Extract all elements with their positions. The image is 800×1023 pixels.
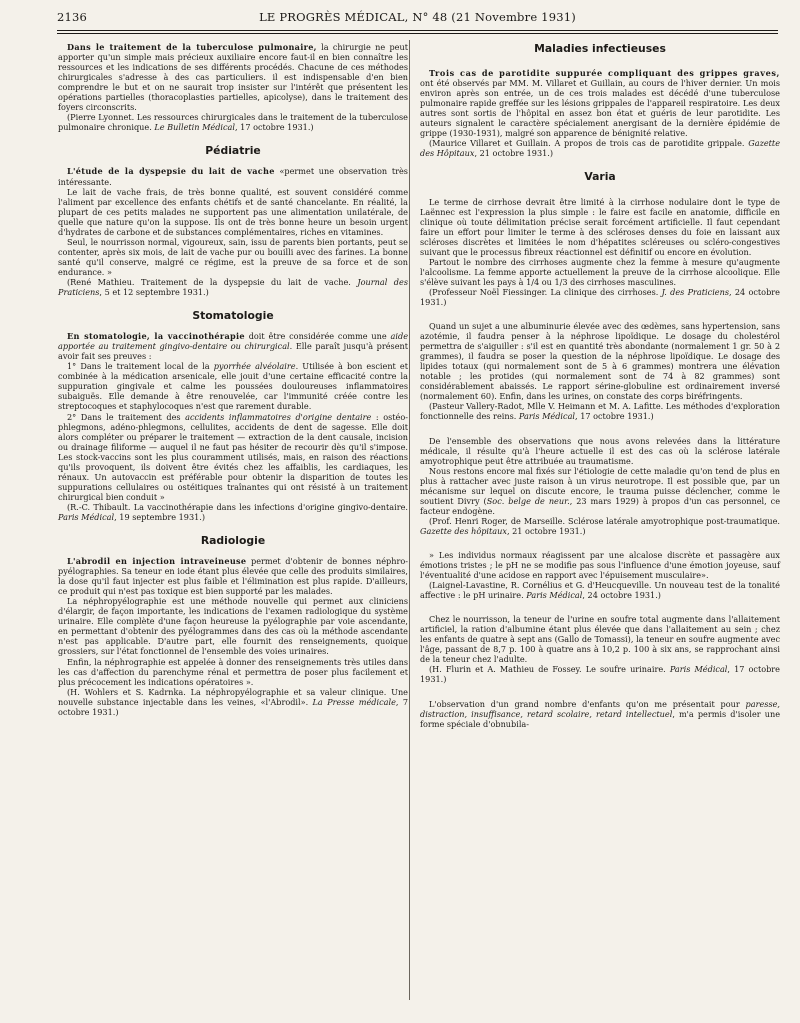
paragraph-text: , m'a permis d'isoler une forme spéciale d'obnubila-	[420, 708, 780, 729]
source-date: , 17 octobre 1931.)	[420, 664, 780, 685]
article-source	[420, 664, 780, 684]
paragraph	[420, 466, 780, 516]
paragraph: » Les individus normaux réagissent par une alcalose discrète et passagère aux émotions tristes ; le pH ne se modifie pas sous l'influence d'une émotion joyeuse, sauf l'éventualité d'une acidose en rapport avec l'épuisement musculaire».	[420, 549, 780, 581]
source-journal: Paris Médical	[58, 511, 115, 522]
source-journal: Paris Médical	[669, 664, 728, 675]
article-lead: Dans le traitement de la tuberculose pulmonaire,	[67, 42, 317, 52]
article-intro: . Elle paraît jusqu'à présent avoir fait ses preuves :	[58, 341, 409, 362]
source-date: , 17 octobre 1931.)	[575, 411, 654, 422]
paragraph-italic: Soc. belge de neur.	[486, 495, 570, 506]
paragraph: Le terme de cirrhose devrait être limité à la cirrhose nodulaire dont le type de Laënnec est l'expression la plus simple : le faire est facile en anatomie, difficile en clinique où toute délimitation précise serait forcément artificielle. Il faut cependant faire un effort pour limiter le terme à des scléroses denses du foie en laissant aux scléroses discrètes et limitées le nom d'hépatites scléreuses ou scléro-congestives suivant que le processus fibreux réactionnel est définitif ou encore en évolution.	[420, 196, 780, 257]
source-journal: Le Bulletin Médical	[154, 122, 235, 133]
right-column	[420, 44, 780, 729]
paragraph: Seul, le nourrisson normal, vigoureux, sain, issu de parents bien portants, peut se contenter, après six mois, de lait de vache pur ou bouilli avec des farines. La bonne santé qu'il conserve, malgré ce régime, est la preuve de sa force et de son endurance. »	[58, 236, 408, 277]
source-date: , 21 octobre 1931.)	[506, 525, 586, 536]
paragraph: La néphropyélographie est une méthode nouvelle qui permet aux cliniciens d'élargir, de façon importante, les indications de l'examen radiologique du système urinaire. Elle complète d'une façon heureuse la pyélographie par voie ascendante, en permettant d'obtenir des pyélogrammes dans des cas où la méthode ascendante n'est pas applicable. D'autre part, elle fournit des renseignements, quoique grossiers, sur l'état fonctionnel de l'ensemble des voies urinaires.	[58, 596, 408, 657]
column-divider	[409, 40, 410, 1000]
section-heading-maladies-infectieuses: Maladies infectieuses	[534, 42, 666, 55]
source-journal: La Presse médicale	[312, 696, 396, 707]
paragraph	[58, 361, 408, 411]
source-text: (Maurice Villaret et Guillain. A propos de trois cas de parotidite grippale.	[429, 138, 749, 149]
section-heading-pediatrie: Pédiatrie	[205, 144, 261, 158]
article-lead: L'abrodil en injection intraveineuse	[67, 556, 247, 567]
article-body: ont été observés par MM. M. Villaret et Guillain, au cours de l'hiver dernier. Un mois environ après son entrée, un de ces trois malades est décédé d'une tuberculose pulmonaire rapide greffée sur les lésions grippales de l'appareil respiratoire. Les deux autres sont sortis de l'hôpital en assez bon état et guéris de leur parotidite. Les auteurs signalent le caractère spécialement anergisant de la dernière épidémie de grippe (1930-1931), malgré son apparence de bénignité relative.	[420, 78, 780, 139]
article-source	[420, 138, 780, 158]
paragraph: Quand un sujet a une albuminurie élevée avec des œdèmes, sans hypertension, sans azotémie, il faudra penser à la néphrose lipoïdique. Le dosage du cholestérol permettra de s'aiguiller : s'il est en quantité très abondante (normalement 1 gr. 50 à 2 grammes), il faudra se poser la question de la néphrose lipoïdique. Le dosage des lipides totaux (qui normalement sont de 5 à 6 grammes) montrera une élévation notable ; les protides (qui normalement sont de 74 à 82 grammes) sont considérablement abaissés. Le rapport sérine-globuline est ordinairement inversé (normalement 60). Enfin, dans les urines, on constate des corps biréfringents.	[420, 321, 780, 402]
source-text: (Laignel-Lavastine, R. Cornélius et G. d'Heucqueville. Un nouveau test de la tonalité affective : le pH urinaire.	[420, 580, 780, 601]
paragraph: Le lait de vache frais, de très bonne qualité, est souvent considéré comme l'aliment par excellence des enfants chétifs et de santé chancelante. En réalité, la plupart de ces petits malades ne supportent pas une alimentation unilatérale, de quelle que nature qu'on la suppose. Ils ont de très bonne heure un besoin urgent d'hydrates de carbone et de substances complémentaires, riches en vitamines.	[58, 186, 408, 237]
paragraph: De l'ensemble des observations que nous avons relevées dans la littérature médicale, il résulte qu'à l'heure actuelle il est des cas où la sclérose latérale amyotrophique peut être attribuée au traumatisme.	[420, 435, 780, 466]
source-date: , 24 octobre 1931.)	[582, 590, 661, 601]
source-journal: Gazette des hôpitaux	[420, 525, 507, 536]
article-lead: En stomatologie, la vaccinothérapie	[67, 331, 245, 342]
article-lead: L'étude de la dyspepsie du lait de vache	[67, 166, 275, 177]
article-radiologie	[58, 556, 408, 596]
left-column	[58, 42, 408, 717]
paragraph: Chez le nourrisson, la teneur de l'urine en soufre total augmente dans l'allaitement artificiel, la ration d'albumine étant plus élevée que dans l'allaitement au sein ; chez les enfants de quatre à sept ans (Gallo de Tomassi), la teneur en soufre augmente avec l'âge, passant de 8,7 p. 100 à quatre ans à 10,2 p. 100 à six ans, se rapprochant ainsi de la teneur chez l'adulte.	[420, 614, 780, 665]
running-header	[57, 10, 778, 28]
source-text: (Pierre Lyonnet. Les ressources chirurgicales dans le traitement de la tuberculose pulmonaire chronique.	[58, 112, 408, 133]
source-journal: Journal des Praticiens	[58, 276, 408, 298]
source-text: (H. Flurin et A. Mathieu de Fossey. Le soufre urinaire.	[429, 664, 670, 675]
page-number: 2136	[57, 10, 88, 24]
paragraph: Partout le nombre des cirrhoses augmente chez la femme à mesure qu'augmente l'alcoolisme. La femme apporte actuellement la preuve de la cirrhose alcoolique. Elle s'élève suivant les pays à 1/4 ou 1/3 des cirrhoses masculines.	[420, 256, 780, 287]
article-source	[58, 687, 408, 717]
section-heading-stomatologie: Stomatologie	[192, 309, 274, 323]
source-date: , 19 septembre 1931.)	[114, 511, 206, 522]
source-text: (Pasteur Vallery-Radot, Mlle V. Heimann et M. A. Lafitte. Les méthodes d'exploration fonctionnelle des reins.	[420, 401, 780, 422]
paragraph-text: L'observation d'un grand nombre d'enfants qu'on me présentait pour	[429, 698, 746, 709]
source-date: , 7 octobre 1931.)	[58, 696, 409, 717]
source-text: (Professeur Noël Fiessinger. La clinique des cirrhoses.	[429, 286, 662, 297]
article-intro: «permet une observation très intéressante.	[58, 166, 408, 187]
source-journal: Gazette des Hôpitaux	[420, 138, 780, 159]
article-source	[58, 502, 408, 522]
paragraph-text: . Utilisée à bon escient et combinée à la médication arsenicale, elle jouit d'une certaine efficacité contre la suppuration gingivale et calme les poussées douloureuses inflammatoires subaiguës. Elle demande à être renouvelée, car l'immunité créée contre les streptocoques et staphylocoques n'est que rarement durable.	[58, 361, 408, 412]
header-rule	[57, 30, 778, 31]
article-lead: Trois cas de parotidite suppurée compliquant des grippes graves,	[429, 68, 780, 79]
source-date: , 17 octobre 1931.)	[235, 122, 314, 133]
source-text: (René Mathieu. Traitement de la dyspepsie du lait de vache.	[67, 276, 358, 287]
paragraph-text: , 23 mars 1929) à propos d'un cas personnel, ce facteur endogène.	[420, 495, 781, 516]
paragraph-text: Nous restons encore mal fixés sur l'étiologie de cette maladie qu'on tend de plus en plus à rattacher avec juste raison à un virus neurotrope. Il est possible que, par un mécanisme sur lequel on discute encore, le trauma puisse déclencher, comme le soutient Divry (	[420, 465, 780, 506]
section-heading-varia: Varia	[584, 170, 616, 184]
source-journal: Paris Médical	[526, 590, 583, 601]
source-text: (H. Wohlers et S. Kadrnka. La néphropyélographie et sa valeur clinique. Une nouvelle substance injectable dans les veines, «l'Abrodil».	[58, 686, 408, 707]
article-tuberculose	[58, 42, 408, 112]
article-source	[58, 112, 408, 132]
article-source	[420, 516, 780, 536]
article-pediatrie	[58, 166, 408, 186]
paragraph	[420, 699, 780, 729]
section-heading-radiologie: Radiologie	[200, 534, 266, 548]
source-text: (R.-C. Thibault. La vaccinothérapie dans les infections d'origine gingivo-dentaire.	[67, 501, 408, 512]
article-parotidite	[420, 68, 780, 138]
source-journal: J. des Praticiens	[661, 286, 729, 297]
article-intro: doit être considérée comme une	[244, 331, 391, 342]
article-intro-italic: aide apportée au traitement gingivo-dentaire ou chirurgical	[58, 331, 408, 352]
paragraph	[58, 412, 408, 502]
journal-title: LE PROGRÈS MÉDICAL, N° 48 (21 Novembre 1931)	[259, 10, 576, 24]
source-date: , 24 octobre 1931.)	[420, 286, 780, 307]
paragraph-text: 1° Dans le traitement local de la	[67, 361, 214, 372]
source-date: , 21 octobre 1931.)	[474, 148, 554, 159]
article-source	[420, 580, 780, 600]
article-body: la chirurgie ne peut apporter qu'un simple mais précieux auxiliaire encore faut-il en bien connaître les ressources et les indications de ses différents procédés. Chacune de ces méthodes chirurgicales s'adresse à des cas particuliers. il est indispensable d'en bien comprendre le but et on ne saurait trop insister sur l'intérêt que présentent les opérations partielles (thoracoplasties partielles, apicolyse), dans le traitement des foyers circonscrits.	[58, 42, 408, 113]
article-intro: permet d'obtenir de bonnes néphro-pyélographies. Sa teneur en iode étant plus élevée que celle des produits similaires, la dose qu'il faut injecter est plus faible et l'élimination est plus rapide. D'ailleurs, ce produit qui n'est pas toxique est bien supporté par les malades.	[58, 556, 408, 597]
source-date: , 5 et 12 septembre 1931.)	[99, 287, 209, 298]
article-source	[58, 277, 408, 297]
paragraph-text: : ostéo-phlegmons, adéno-phlegmons, cellulites, accidents de dent de sagesse. Elle doit alors compléter ou préparer le traitement — extraction de la dent causale, incision ou drainage filiforme — auquel il ne faut pas hésiter de recourir dès qu'il s'impose. Les stock-vaccins sont les plus couramment utilisés, mais, en raison des réactions qu'ils provoquent, ils doivent être évités chez les affaiblis, les cardiaques, les rénaux. Un autovaccin est préférable pour obtenir la disparition de toutes les suppurations cellulaires ou ostéitiques traînantes qui ont résisté à un traitement chirurgical bien conduit »	[58, 411, 408, 502]
paragraph-text: 2° Dans le traitement des	[67, 411, 186, 422]
header-rule-double	[57, 33, 778, 34]
paragraph: Enfin, la néphrographie est appelée à donner des renseignements très utiles dans les cas d'affection du parenchyme rénal et permettra de poser plus facilement et plus précocement les indications opératoires ».	[58, 656, 408, 687]
source-text: (Prof. Henri Roger, de Marseille. Sclérose latérale amyotrophique post-traumatique.	[429, 515, 780, 526]
article-source	[420, 401, 780, 421]
source-journal: Paris Médical	[518, 411, 576, 422]
article-source	[420, 287, 780, 307]
paragraph-italic: pyorrhée alvéolaire	[213, 361, 296, 372]
article-stomatologie	[58, 331, 408, 361]
paragraph-italic: paresse, distraction, insuffisance, retard scolaire, retard intellectuel	[420, 698, 780, 719]
paragraph-italic: accidents inflammatoires d'origine dentaire	[185, 411, 372, 422]
